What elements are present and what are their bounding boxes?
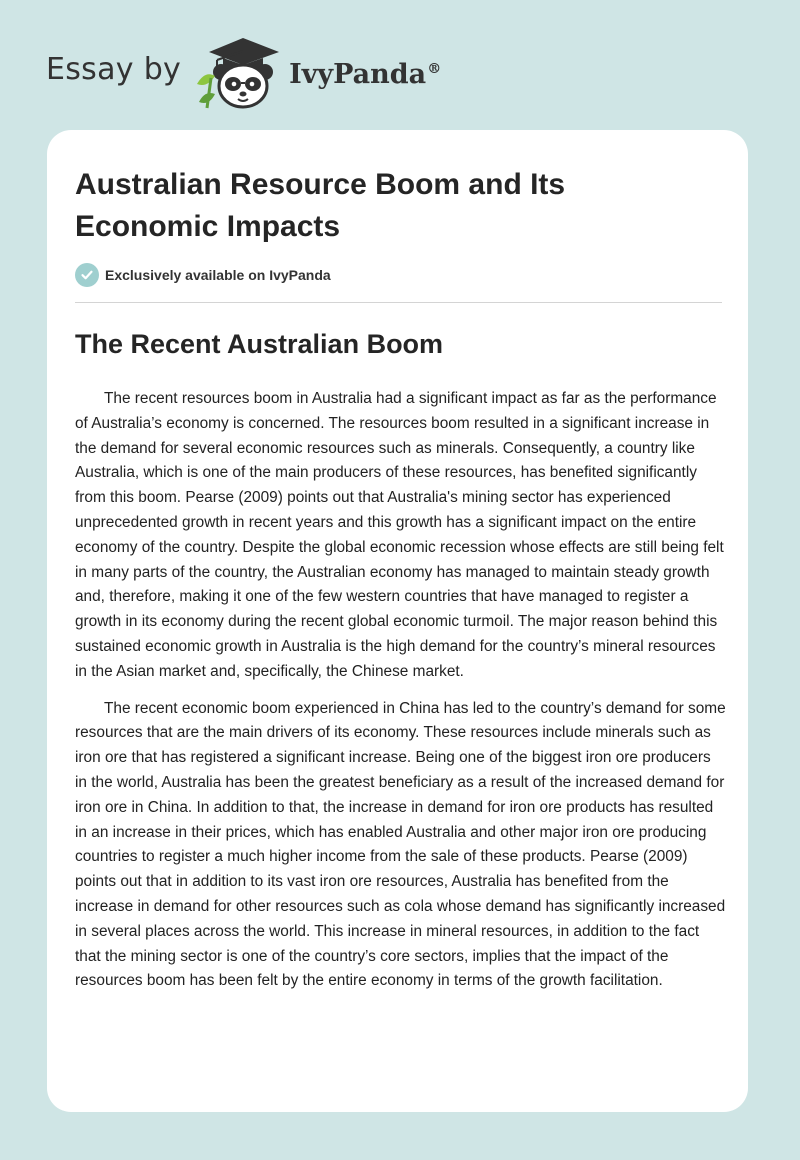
panda-graduate-icon [195, 34, 285, 110]
article-body [75, 387, 726, 1006]
brand-name [289, 59, 441, 90]
exclusive-badge [75, 263, 331, 287]
exclusive-badge-label: Exclusively available on IvyPanda [105, 267, 331, 283]
check-icon [75, 263, 99, 287]
registered-mark: ® [427, 60, 442, 77]
paragraph-1: The recent resources boom in Australia had a significant impact as far as the performance of Australia’s economy is concerned. The resources boom resulted in a significant increase in the demand for several economic resources such as minerals. Consequently, a country like Australia, which is one of the main producers of these resources, has benefited significantly from this boom. Pearse (2009) points out that Australia's mining sector has experienced unprecedented growth in recent years and this growth has a significant impact on the entire economy of the country. Despite the global economic recession whose effects are still being felt in many parts of the country, the Australian economy has managed to maintain steady growth and, therefore, making it one of the few western countries that have managed to register a growth in its economy during the recent global economic turmoil. The major reason behind this sustained economic growth in Australia is the high demand for the country’s mineral resources in the Asian market and, specifically, the Chinese market. [75, 390, 724, 680]
essay-card [47, 130, 748, 1112]
paragraph-2: The recent economic boom experienced in China has led to the country’s demand for some resources that are the main drivers of its economy. These resources include minerals such as iron ore that has registered a significant increase. Being one of the biggest iron ore producers in the world, Australia has been the greatest beneficiary as a result of the increased demand for iron ore in China. In addition to that, the increase in demand for iron ore products has resulted in an increase in their prices, which has enabled Australia and other major iron ore producing countries to register a much higher income from the sale of these products. Pearse (2009) points out that in addition to its vast iron ore resources, Australia has benefited from the increase in demand for other resources such as cola whose demand has significantly increased in several places across the world. This increase in mineral resources, in addition to the fact that the mining sector is one of the country’s core sectors, implies that the impact of the resources boom has been felt by the entire economy in terms of the growth facilitation. [75, 699, 726, 990]
title-divider [75, 302, 722, 303]
site-header [46, 34, 441, 110]
section-heading: The Recent Australian Boom [75, 329, 444, 359]
brand-name-text: IvyPanda [289, 58, 427, 90]
essay-by-label: Essay by [46, 51, 182, 87]
page-title: Australian Resource Boom and Its Economic Impacts [75, 168, 566, 243]
